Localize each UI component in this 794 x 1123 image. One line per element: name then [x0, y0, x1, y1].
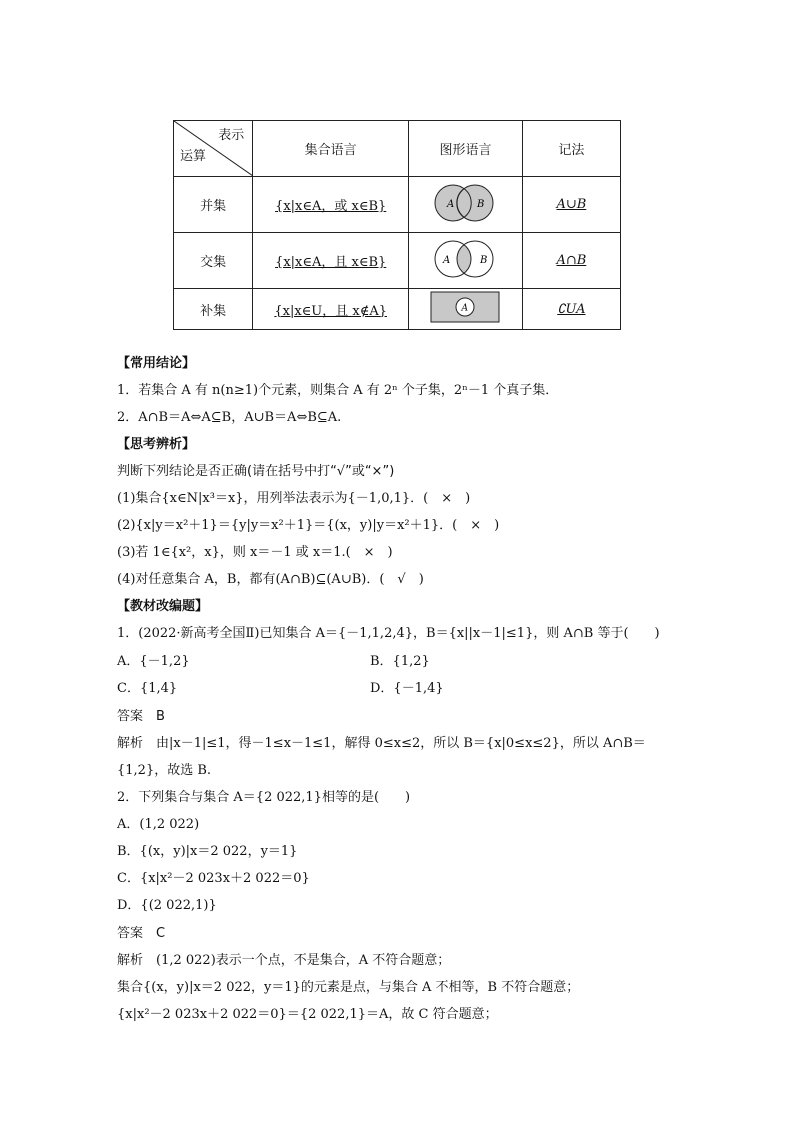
- complement-venn-cell: [409, 289, 523, 330]
- q1-explanation-1: 解析 由|x－1|≤1，得－1≤x－1≤1，解得 0≤x≤2，所以 B＝{x|0≤x≤2}，所以 A∩B＝: [117, 736, 646, 751]
- section-textbook: 【教材改编题】: [117, 599, 209, 614]
- header-graph-language: 图形语言: [409, 121, 523, 177]
- complement-venn-diagram: [430, 291, 500, 323]
- q2-explanation-3: {x|x²－2 023x＋2 022＝0}＝{2 022,1}＝A，故 C 符合题意；: [117, 1007, 498, 1022]
- union-venn-diagram: [425, 178, 505, 228]
- set-operations-table: [173, 120, 621, 330]
- q1-option-b: B．{1,2}: [370, 654, 430, 669]
- section-common-conclusions: 【常用结论】: [117, 356, 196, 371]
- judge-item-3: (3)若 1∈{x²，x}，则 x＝－1 或 x＝1.( × ): [117, 545, 393, 560]
- venn-label-a: A: [443, 254, 451, 266]
- table-row: [174, 177, 621, 233]
- q1-option-a: A．{－1,2}: [117, 654, 190, 669]
- intersection-venn-cell: [409, 233, 523, 289]
- intersection-venn-diagram: [425, 234, 505, 284]
- header-operation: 运算: [180, 149, 207, 164]
- conclusion-2: 2．A∩B＝A⇔A⊆B，A∪B＝A⇔B⊆A.: [117, 410, 342, 425]
- judge-instruction: 判断下列结论是否正确(请在括号中打“√”或“×”): [117, 464, 395, 479]
- section-thinking: 【思考辨析】: [117, 437, 196, 452]
- q1-option-d: D．{－1,4}: [370, 681, 444, 696]
- conclusion-1: 1．若集合 A 有 n(n≥1)个元素，则集合 A 有 2ⁿ 个子集，2ⁿ－1 个真子集．: [117, 383, 559, 398]
- judge-item-1: (1)集合{x∈N|x³＝x}，用列举法表示为{－1,0,1}．( × ): [117, 491, 471, 506]
- header-represent: 表示: [218, 128, 245, 143]
- diagonal-header-cell: [174, 121, 253, 177]
- venn-label-b: B: [480, 254, 488, 266]
- set-expression: {x|x∈A，且 x∈B}: [275, 255, 387, 270]
- table-row: [174, 289, 621, 330]
- venn-label-b: B: [477, 198, 485, 210]
- header-notation: 记法: [522, 121, 620, 177]
- q2-explanation-1: 解析 (1,2 022)表示一个点，不是集合，A 不符合题意；: [117, 953, 451, 968]
- venn-label-a: A: [447, 198, 455, 210]
- row-name: 补集: [174, 289, 253, 330]
- q2-option-d: D．{(2 022,1)}: [117, 898, 217, 913]
- q1-answer: 答案 B: [117, 709, 165, 724]
- question-1: 1．(2022·新高考全国Ⅱ)已知集合 A＝{－1,1,2,4}，B＝{x||x－1|≤1}，则 A∩B 等于( ): [117, 626, 660, 641]
- q2-explanation-2: 集合{(x，y)|x＝2 022，y＝1}的元素是点，与集合 A 不相等，B 不符合题意；: [117, 980, 580, 995]
- notation: A∪B: [556, 197, 587, 212]
- row-name: 交集: [174, 233, 253, 289]
- union-venn-cell: [409, 177, 523, 233]
- notation: A∩B: [556, 253, 587, 268]
- set-expression: {x|x∈U，且 x∉A}: [274, 303, 387, 319]
- header-set-language: 集合语言: [253, 121, 409, 177]
- set-expression: {x|x∈A，或 x∈B}: [275, 199, 387, 214]
- judge-item-4: (4)对任意集合 A，B，都有(A∩B)⊆(A∪B)．( √ ): [117, 572, 424, 587]
- row-name: 并集: [174, 177, 253, 233]
- table-row: [174, 233, 621, 289]
- question-2: 2．下列集合与集合 A＝{2 022,1}相等的是( ): [117, 790, 411, 805]
- table-header-row: [174, 121, 621, 177]
- q2-option-b: B．{(x，y)|x＝2 022，y＝1}: [117, 844, 298, 859]
- judge-item-2: (2){x|y＝x²＋1}＝{y|y＝x²＋1}＝{(x，y)|y＝x²＋1}．( × ): [117, 518, 500, 533]
- q2-option-a: A．(1,2 022): [117, 817, 200, 832]
- q1-explanation-2: {1,2}，故选 B.: [117, 763, 212, 778]
- q1-option-c: C．{1,4}: [117, 681, 178, 696]
- notation: ∁UA: [557, 301, 586, 317]
- venn-label-a: A: [461, 303, 469, 314]
- q2-answer: 答案 C: [117, 926, 166, 941]
- q2-option-c: C．{x|x²－2 023x＋2 022＝0}: [117, 871, 310, 886]
